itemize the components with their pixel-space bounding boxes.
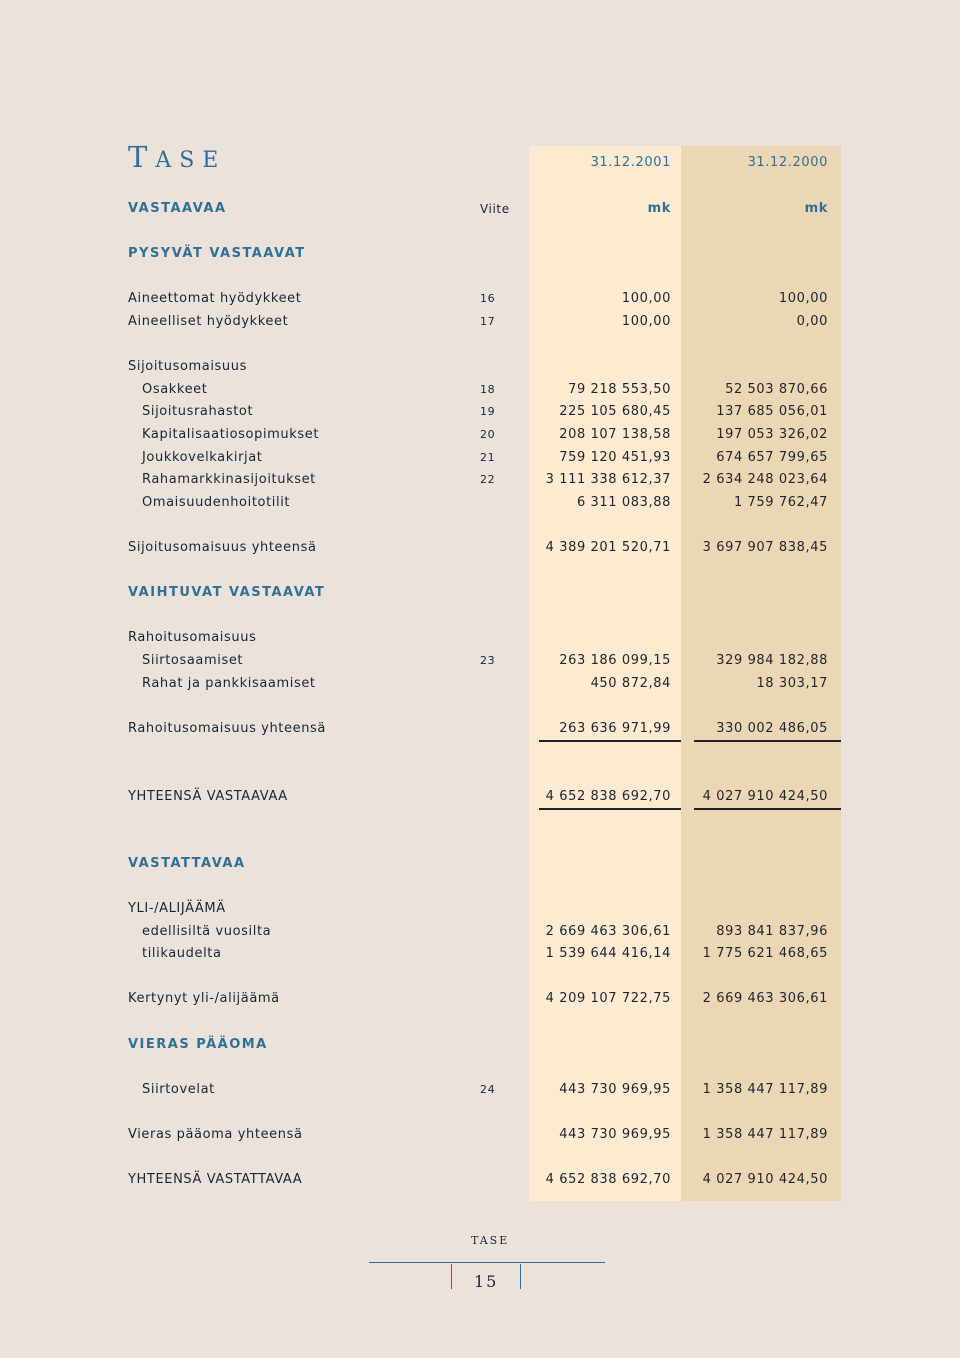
total-row: Rahoitusomaisuus yhteensä 263 636 971,99 330 002 486,05: [128, 721, 828, 736]
note-column-header: Viite: [480, 202, 510, 216]
page-number: 15: [474, 1272, 499, 1291]
table-row: Rahat ja pankkisaamiset 450 872,84 18 303,17: [142, 676, 828, 691]
section-title-vastattavaa: VASTATTAVAA: [128, 856, 246, 871]
table-row: Joukkovelkakirjat 21 759 120 451,93 674 657 799,65: [142, 450, 828, 465]
grand-total-underline-2000: [694, 808, 841, 810]
table-row: Kapitalisaatiosopimukset 20 208 107 138,58 197 053 326,02: [142, 427, 828, 442]
yli-header-row: [128, 898, 841, 920]
total-row: Vieras pääoma yhteensä 443 730 969,95 1 358 447 117,89: [128, 1127, 828, 1142]
section-title-vaihtuvat: VAIHTUVAT VASTAAVAT: [128, 585, 326, 600]
grand-total-row: YHTEENSÄ VASTAAVAA 4 652 838 692,70 4 027 910 424,50: [128, 789, 828, 804]
sijoitus-header-row: [128, 356, 841, 378]
section-title-vastaavaa: VASTAAVAA: [128, 201, 227, 216]
section-title-pysyvat: PYSYVÄT VASTAAVAT: [128, 246, 306, 261]
table-row: Sijoitusrahastot 19 225 105 680,45 137 685 056,01: [142, 404, 828, 419]
table-row: Siirtosaamiset 23 263 186 099,15 329 984 182,88: [142, 653, 828, 668]
subsection-title: Sijoitusomaisuus: [128, 359, 247, 374]
footer-rule: [369, 1262, 605, 1263]
column-header-2001: 31.12.2001: [590, 155, 671, 170]
table-row: Rahamarkkinasijoitukset 22 3 111 338 612,37 2 634 248 023,64: [142, 472, 828, 487]
unit-2000: mk: [804, 201, 828, 216]
column-header-row: [128, 152, 841, 174]
vaihtuvat-header-row: [128, 582, 841, 604]
vieras-header-row: [128, 1034, 841, 1056]
subsection-title: Rahoitusomaisuus: [128, 630, 257, 645]
footer-title: TASE: [471, 1234, 510, 1247]
table-row: Siirtovelat 24 443 730 969,95 1 358 447 117,89: [142, 1082, 828, 1097]
page-title: TASE: [128, 140, 227, 174]
total-underline-2001: [539, 740, 681, 742]
footer-tick-left: [451, 1264, 452, 1289]
vastattavaa-header-row: [128, 853, 841, 875]
total-row: Sijoitusomaisuus yhteensä 4 389 201 520,71 3 697 907 838,45: [128, 540, 828, 555]
total-row: Kertynyt yli-/alijäämä 4 209 107 722,75 2 669 463 306,61: [128, 991, 828, 1006]
column-header-2000: 31.12.2000: [747, 155, 828, 170]
grand-total-underline-2001: [539, 808, 681, 810]
table-row: edellisiltä vuosilta 2 669 463 306,61 893 841 837,96: [142, 924, 828, 939]
footer-tick-right: [520, 1264, 521, 1289]
table-row: tilikaudelta 1 539 644 416,14 1 775 621 468,65: [142, 946, 828, 961]
table-row: Osakkeet 18 79 218 553,50 52 503 870,66: [142, 382, 828, 397]
vastaavaa-header-row: [128, 198, 841, 220]
table-row: Aineettomat hyödykkeet 16 100,00 100,00: [128, 291, 828, 306]
table-row: Omaisuudenhoitotilit 6 311 083,88 1 759 762,47: [142, 495, 828, 510]
pysyvat-header-row: [128, 243, 841, 265]
section-title-vieras: VIERAS PÄÄOMA: [128, 1037, 268, 1052]
rahoitus-header-row: [128, 627, 841, 649]
unit-2001: mk: [647, 201, 671, 216]
total-underline-2000: [694, 740, 841, 742]
subsection-title: YLI-/ALIJÄÄMÄ: [128, 901, 226, 916]
grand-total-row: YHTEENSÄ VASTATTAVAA 4 652 838 692,70 4 027 910 424,50: [128, 1172, 828, 1187]
table-row: Aineelliset hyödykkeet 17 100,00 0,00: [128, 314, 828, 329]
